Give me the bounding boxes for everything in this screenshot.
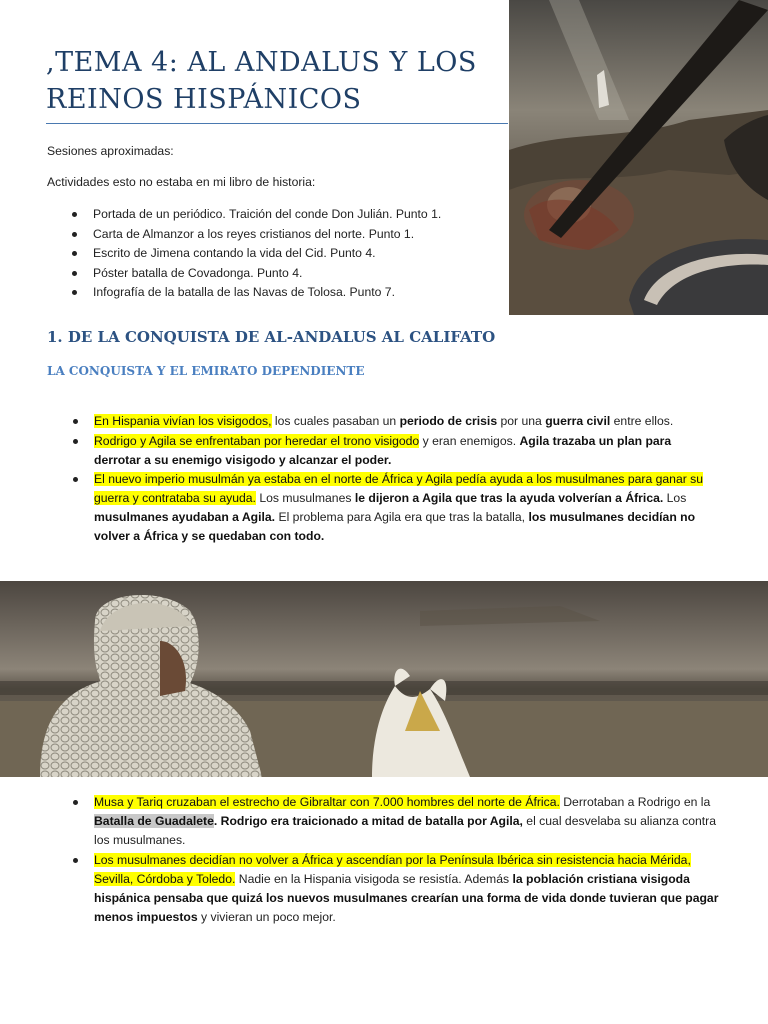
list-item bbox=[70, 432, 720, 470]
highlighted-text: El nuevo imperio musulmán ya estaba en el norte de África y Agila pedía ayuda a los musulmanes para ganar su guerra y contrataba su ayuda. bbox=[94, 472, 704, 505]
list-item: Póster batalla de Covadonga. Punto 4. bbox=[47, 264, 487, 284]
warrior-and-horse-illustration bbox=[0, 581, 768, 777]
title-divider bbox=[46, 123, 508, 124]
body-text: el cual desvelaba su alianza contra los musulmanes. bbox=[94, 814, 717, 847]
subsection-heading: LA CONQUISTA Y EL EMIRATO DEPENDIENTE bbox=[47, 364, 365, 378]
body-text: Los bbox=[663, 491, 687, 505]
body-text: entre ellos. bbox=[610, 414, 674, 428]
body-text: El problema para Agila era que tras la batalla, bbox=[275, 510, 529, 524]
body-text: los cuales pasaban un bbox=[271, 414, 400, 428]
body-text: Derrotaban a Rodrigo en la bbox=[559, 795, 711, 809]
section-heading: 1. DE LA CONQUISTA DE AL-ANDALUS AL CALIFATO bbox=[47, 328, 496, 346]
activities-label: Actividades esto no estaba en mi libro de historia: bbox=[47, 175, 316, 189]
highlighted-text: Los musulmanes decidían no volver a África y ascendían por la Península Ibérica sin resistencia hacia Mérida, Sevilla, Córdoba y Toledo. bbox=[94, 852, 691, 886]
body-text: Nadie en la Hispania visigoda se resistía. Además bbox=[235, 871, 513, 886]
bullets-conquest-events bbox=[70, 793, 720, 927]
bold-text: periodo de crisis bbox=[399, 414, 498, 428]
list-item: Carta de Almanzor a los reyes cristianos del norte. Punto 1. bbox=[47, 225, 487, 245]
highlighted-text-gray: Batalla de Guadalete bbox=[94, 814, 214, 828]
list-item: Portada de un periódico. Traición del conde Don Julián. Punto 1. bbox=[47, 205, 487, 225]
bold-text: le dijeron a Agila que tras la ayuda volverían a África. bbox=[354, 491, 664, 505]
body-text: por una bbox=[497, 414, 546, 428]
list-item bbox=[70, 793, 720, 850]
bold-text: la población cristiana visigoda hispánica pensaba que quizá los nuevos musulmanes crearían una forma de vida donde tuvieran que pagar menos impuestos bbox=[94, 871, 719, 924]
highlighted-text: Musa y Tariq cruzaban el estrecho de Gibraltar con 7.000 hombres del norte de África. bbox=[94, 795, 560, 809]
bold-text: los musulmanes decidían no volver a África y se quedaban con todo. bbox=[94, 510, 696, 543]
bold-text: musulmanes ayudaban a Agila. bbox=[94, 510, 276, 524]
battle-illustration bbox=[509, 0, 768, 315]
highlighted-text: Rodrigo y Agila se enfrentaban por heredar el trono visigodo bbox=[94, 433, 420, 448]
bold-text: . Rodrigo era traicionado a mitad de batalla por Agila, bbox=[213, 814, 523, 828]
list-item: Infografía de la batalla de las Navas de Tolosa. Punto 7. bbox=[47, 283, 487, 303]
body-text: y eran enemigos. bbox=[419, 433, 520, 448]
bold-text: Agila trazaba un plan para derrotar a su enemigo visigodo y alcanzar el poder. bbox=[94, 433, 672, 467]
list-item: Escrito de Jimena contando la vida del Cid. Punto 4. bbox=[47, 244, 487, 264]
sessions-label: Sesiones aproximadas: bbox=[47, 144, 174, 158]
page-title: ,TEMA 4: AL ANDALUS Y LOS REINOS HISPÁNICOS bbox=[46, 47, 477, 115]
list-item bbox=[70, 412, 720, 431]
list-item bbox=[70, 470, 720, 546]
list-item bbox=[70, 851, 720, 927]
activities-list bbox=[47, 205, 487, 303]
bold-text: guerra civil bbox=[545, 414, 611, 428]
highlighted-text: En Hispania vivían los visigodos, bbox=[94, 414, 272, 428]
body-text: y vivieran un poco mejor. bbox=[197, 909, 336, 924]
body-text: Los musulmanes bbox=[255, 491, 355, 505]
bullets-conquest-causes bbox=[70, 412, 720, 547]
